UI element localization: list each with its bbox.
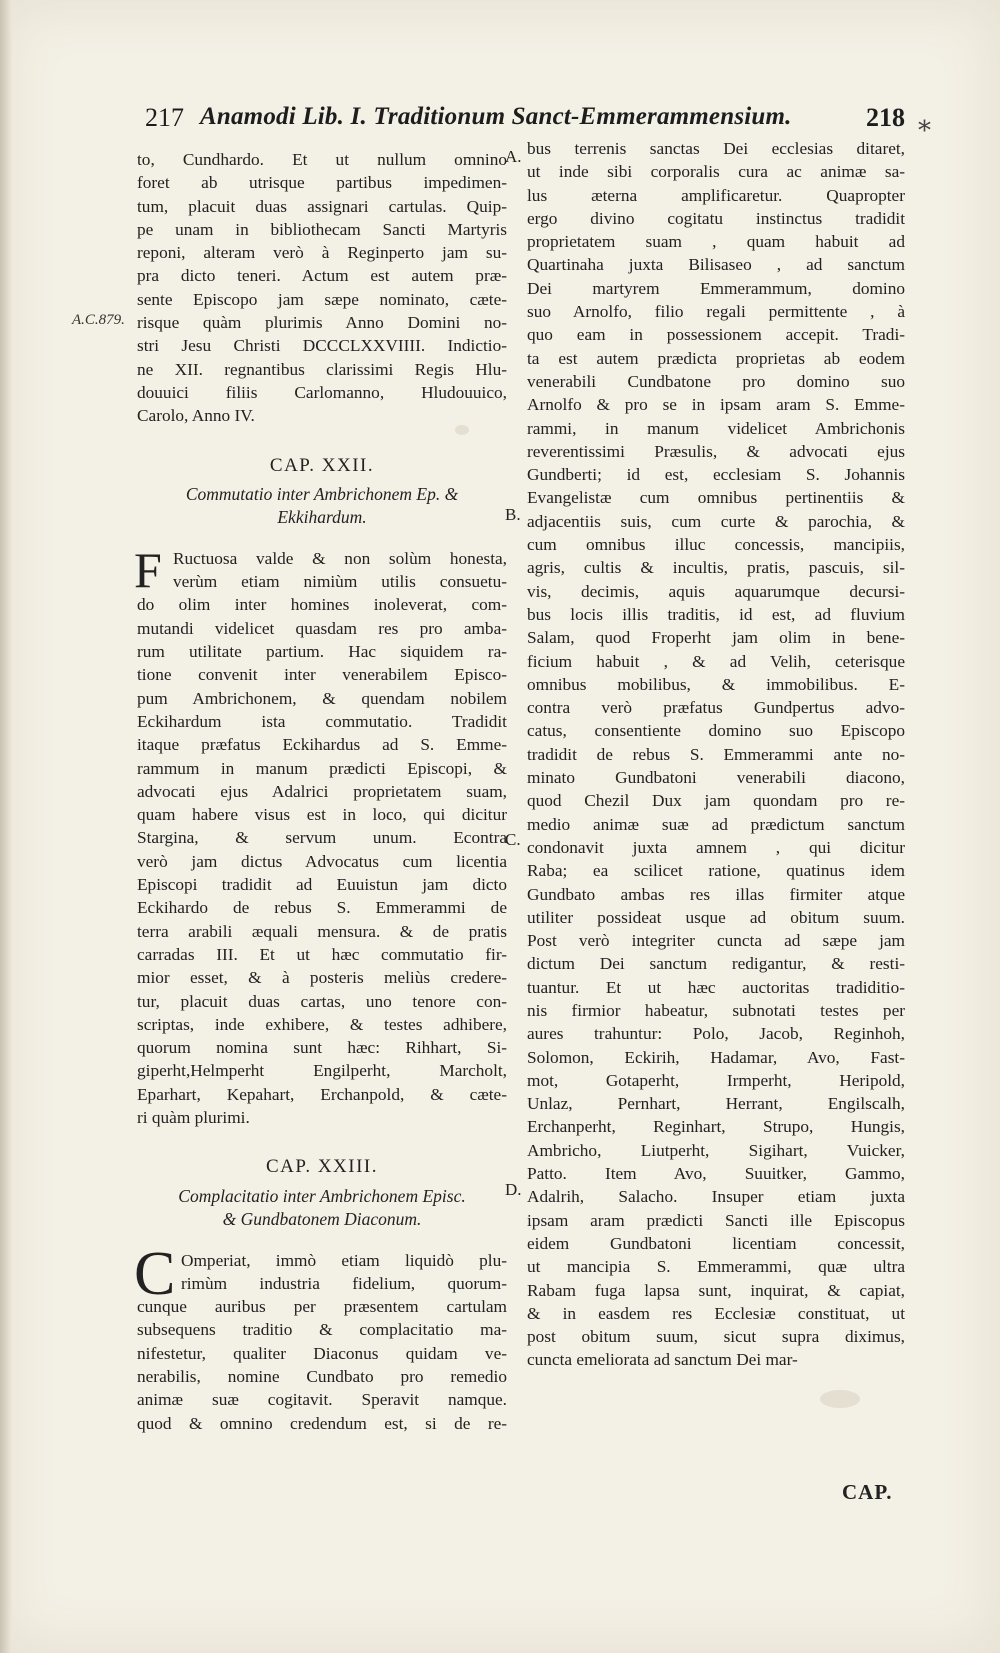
text-line: rimùm industria fidelium, quorum- (181, 1273, 507, 1293)
text-line: tione convenit inter venerabilem Episco- (137, 665, 507, 685)
text-line: suo Arnolfo, filio regali permittente , à (527, 302, 905, 322)
text-line: pe unam in bibliothecam Sancti Martyris (137, 219, 507, 239)
text-line: aures trahuntur: Polo, Jacob, Reginhoh, (527, 1024, 905, 1044)
text-line: ficium habuit , & ad Velih, ceterisque (527, 651, 905, 671)
text-line: verò jam dictus Advocatus cum licentia (137, 851, 507, 871)
text-line: quod Chezil Dux jam quondam pro re- (527, 791, 905, 811)
text-line: pum Ambrichonem, & quendam nobilem (137, 688, 507, 708)
text-line: Ambricho, Liutperht, Sigihart, Vuicker, (527, 1140, 905, 1160)
text-line: foret ab utrisque partibus impedimen- (137, 173, 507, 193)
chapter-title-22-line2: Ekkihardum. (277, 506, 367, 527)
left-column (134, 148, 507, 1435)
text-line: Raba; ea scilicet ratione, quatinus idem (527, 861, 905, 881)
chapter-title-22-line1: Commutatio inter Ambrichonem Ep. & (185, 483, 459, 504)
chapter-title-23-line2: & Gundbatonem Diaconum. (222, 1208, 422, 1229)
text-line: reponi, alteram verò à Reginperto jam su- (137, 243, 507, 263)
text-line: douuici filiis Carlomanno, Hludouuico, (137, 382, 507, 402)
text-line: tur, placuit duas cartas, uno tenore con- (137, 991, 507, 1011)
text-line: medio animæ suæ ad prædictum sanctum (527, 814, 905, 834)
catchword: CAP. (842, 1480, 893, 1504)
text-line: advocati ejus Adalrici proprietatem suam, (137, 781, 507, 801)
text-line: minato Gundbatoni venerabili diacono, (527, 768, 905, 788)
page-edge-shadow (0, 0, 12, 1653)
text-line: Salam, quod Froperht jam olim in bene- (527, 628, 905, 648)
text-line: mutandi videlicet quasdam res pro amba- (137, 618, 507, 638)
text-line: adjacentiis suis, cum curte & parochia, & (527, 511, 905, 531)
drop-cap-c: C (134, 1239, 176, 1308)
text-line: lus æterna amplificaretur. Quapropter (527, 185, 905, 205)
margin-year-note: A.C.879. (72, 312, 125, 328)
text-line: Eparhart, Kepahart, Erchanpold, & cæte- (137, 1084, 507, 1104)
text-line: tradidit de rebus S. Emmerammi ante no- (527, 744, 905, 764)
text-line: & in easdem res Ecclesiæ constituat, ut (527, 1303, 905, 1323)
text-line: ut inde sibi corporalis cura ac animæ sa- (527, 162, 905, 182)
text-line: mior esset, & à posteris meliùs credere- (137, 968, 507, 988)
text-line: rammi, in manum videlicet Ambrichonis (527, 418, 905, 438)
text-line: cuncta emeliorata ad sanctum Dei mar- (527, 1350, 798, 1370)
right-column (527, 137, 905, 1372)
text-line: ipsam aram prædicti Sancti ille Episcopus (527, 1210, 905, 1230)
text-line: Gundbato ambas res illas firmiter atque (527, 884, 905, 904)
text-line: itaque præfatus Eckihardus ad S. Emme- (137, 735, 507, 755)
text-line: Rabam fuga lapsa sunt, inquirat, & capiat, (527, 1280, 905, 1300)
running-header (145, 103, 905, 139)
text-line: subsequens traditio & complacitatio ma- (137, 1320, 507, 1340)
text-line: catus, consentiente domino suo Episcopo (527, 721, 905, 741)
asterisk-mark: * (918, 116, 931, 146)
text-line: mot, Gotaperht, Irmperht, Heripold, (527, 1070, 905, 1090)
text-line: post obitum suum, sicut supra diximus, (527, 1327, 905, 1347)
paper-stain (820, 1390, 860, 1408)
text-line: ergo divino cogitatu instinctus tradidit (527, 208, 905, 228)
margin-letter-b: B. (505, 505, 521, 524)
paragraph-commutatio (134, 541, 507, 1129)
text-line: carradas III. Et ut hæc commutatio fir- (137, 944, 507, 964)
text-line: utiliter possideat usque ad obitum suum. (527, 907, 905, 927)
text-line: Dei martyrem Emmerammum, domino (527, 278, 905, 298)
text-line: Evangelistæ cum omnibus pertinentiis & (527, 488, 905, 508)
text-line: Post verò integriter cuncta ad sæpe jam (527, 931, 905, 951)
text-line: Carolo, Anno IV. (137, 406, 255, 426)
paragraph-complacitatio (134, 1239, 507, 1435)
text-line: stri Jesu Christi DCCCLXXVIIII. Indictio- (137, 336, 507, 356)
text-line: tum, placuit duas assignari cartulas. Quip- (137, 196, 507, 216)
text-line: animæ suæ cogitavit. Speravit namque. (137, 1390, 507, 1410)
text-line: vis, decimis, aquis aquarumque decursi- (527, 581, 905, 601)
text-line: sente Episcopo jam sæpe nominato, cæte- (137, 289, 507, 309)
text-line: Patto. Item Avo, Suuitker, Gammo, (527, 1164, 905, 1184)
margin-letter-d: D. (505, 1180, 522, 1199)
text-line: rammum in manum prædicti Episcopi, & (137, 758, 507, 778)
drop-cap-f: F (134, 541, 162, 598)
chapter-heading-22: CAP. XXII. (269, 454, 375, 476)
text-line: do olim inter homines inoleverat, com- (137, 595, 507, 615)
text-line: ne XII. regnantibus clarissimi Regis Hlu- (137, 359, 507, 379)
text-line: verùm etiam nimiùm utilis consuetu- (173, 572, 507, 592)
text-line: Ructuosa valde & non solùm honesta, (173, 548, 507, 568)
text-line: Erchanperht, Reginhart, Strupo, Hungis, (527, 1117, 905, 1137)
text-line: nerabilis, nomine Cundbato pro remedio (137, 1367, 507, 1387)
text-line: Omperiat, immò etiam liquidò plu- (181, 1250, 507, 1270)
text-line: venerabili Cundbatone pro domino suo (527, 371, 905, 391)
text-line: Solomon, Eckirih, Hadamar, Avo, Fast- (527, 1047, 905, 1067)
text-line: Gundberti; id est, ecclesiam S. Johannis (527, 465, 905, 485)
text-line: rum utilitate partium. Hac siquidem ra- (137, 642, 507, 662)
text-line: pra dicto teneri. Actum est autem præ- (137, 266, 507, 286)
text-line: ut mancipia S. Emmerammi, quæ ultra (527, 1257, 905, 1277)
text-line: nis firmior habeatur, subnotati testes per (527, 1000, 905, 1020)
text-line: condonavit juxta amnem , qui dicitur (527, 837, 905, 857)
text-line: quod & omnino credendum est, si de re- (137, 1413, 507, 1433)
text-line: giperht,Helmperht Engilperht, Marcholt, (137, 1061, 507, 1081)
text-line: dictum Dei sanctum redigantur, & resti- (527, 954, 905, 974)
text-line: Eckihardo de rebus S. Emmerammi de (137, 898, 507, 918)
text-line: ri quàm plurimi. (137, 1107, 250, 1127)
text-line: tuantur. Et ut hæc auctoritas tradiditio- (527, 977, 905, 997)
chapter-title-23-line1: Complacitatio inter Ambrichonem Episc. (178, 1185, 466, 1206)
text-line: Adalrih, Salacho. Insuper etiam juxta (527, 1187, 905, 1207)
running-title: Anamodi Lib. I. Traditionum Sanct-Emmerammensium. (200, 103, 792, 130)
text-line: eidem Gundbatoni licentiam concessit, (527, 1233, 905, 1253)
text-line: Arnolfo & pro se in ipsam aram S. Emme- (527, 395, 905, 415)
text-line: agris, cultis & incultis, pratis, pascuis, sil- (527, 558, 905, 578)
text-line: cum omnibus illuc concessis, mancipiis, (527, 535, 905, 555)
text-line: scriptas, inde exhibere, & testes adhibere, (137, 1014, 507, 1034)
page-number-right: 218 (866, 103, 905, 132)
text-line: to, Cundhardo. Et ut nullum omnino (137, 150, 507, 169)
text-line: Episcopi tradidit ad Euuistun jam dicto (137, 875, 507, 895)
text-line: omnibus mobilibus, & immobilibus. E- (527, 674, 905, 694)
text-line: terra arabili æquali mensura. & de pratis (137, 921, 507, 941)
text-line: quam habere visus est in loco, qui dicitur (137, 805, 507, 825)
chapter-heading-23: CAP. XXIII. (265, 1156, 379, 1178)
text-line: ta est autem prædicta proprietas ab eodem (527, 348, 905, 368)
text-line: quo eam in possessionem accepit. Tradi- (527, 325, 905, 345)
text-line: Unlaz, Pernhart, Herrant, Engilscalh, (527, 1094, 905, 1114)
margin-letter-a: A. (505, 147, 522, 166)
paragraph-continuation (137, 148, 507, 428)
text-line: risque quàm plurimis Anno Domini no- (137, 313, 507, 333)
text-line: proprietatem suam , quam habuit ad (527, 232, 905, 252)
text-line: nifestetur, qualiter Diaconus quidam ve- (137, 1343, 507, 1363)
text-line: bus locis illis traditis, id est, ad fluvium (527, 604, 905, 624)
text-line: reverentissimi Præsulis, & advocati ejus (527, 441, 905, 461)
text-line: quorum nomina sunt hæc: Rihhart, Si- (137, 1038, 507, 1058)
margin-letter-c: C. (505, 830, 521, 849)
text-line: contra verò præfatus Gundpertus advo- (527, 698, 905, 718)
page-number-left: 217 (145, 103, 184, 132)
text-line: cunque auribus per præsentem cartulam (137, 1297, 507, 1317)
text-line: Eckihardum ista commutatio. Tradidit (137, 711, 507, 731)
text-line: bus terrenis sanctas Dei ecclesias ditaret, (527, 139, 905, 158)
text-line: Stargina, & servum unum. Econtra (137, 828, 507, 848)
text-line: Quartinaha juxta Bilisaseo , ad sanctum (527, 255, 905, 275)
